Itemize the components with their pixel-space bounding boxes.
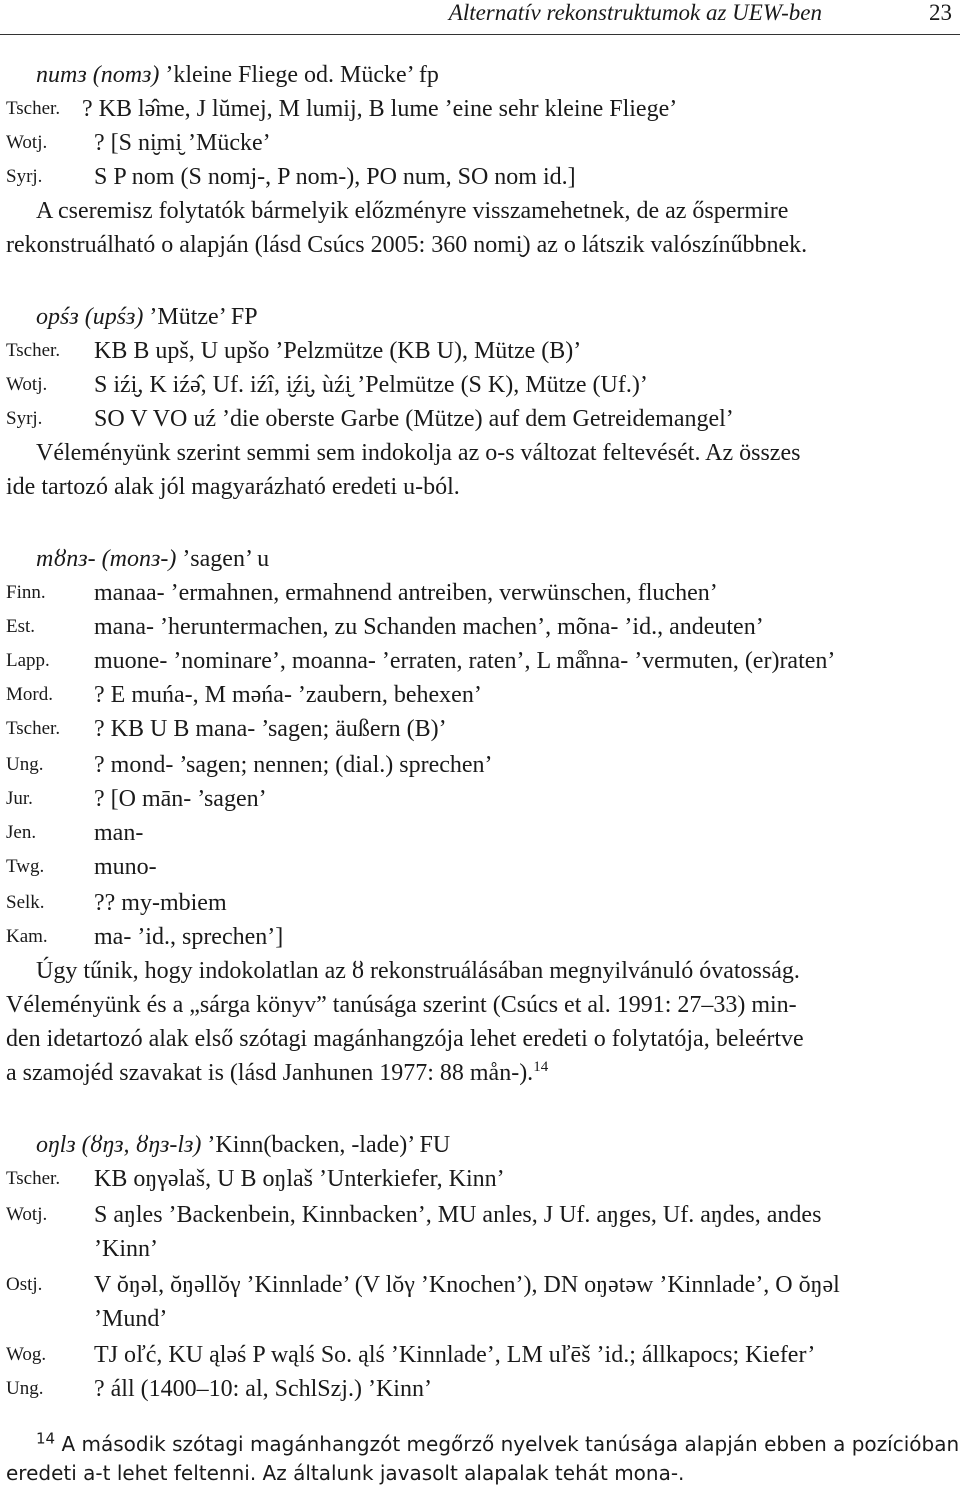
comment-line: den idetartozó alak első szótagi magánhangzója lehet eredeti o folytatója, beleértve bbox=[6, 1026, 804, 1052]
language-label: Lapp. bbox=[6, 650, 50, 671]
footnote-line: A második szótagi magánhangzót megőrző nyelvek tanúsága alapján ebben a pozícióban bbox=[61, 1432, 960, 1456]
language-label: Selk. bbox=[6, 892, 45, 913]
language-form: ma- ’id., sprechen’] bbox=[94, 924, 284, 950]
entry-headword bbox=[36, 60, 439, 90]
language-label: Syrj. bbox=[6, 166, 43, 187]
language-form: man- bbox=[94, 820, 144, 846]
language-form: muno- bbox=[94, 854, 157, 880]
language-label: Ung. bbox=[6, 754, 44, 775]
page-number: 23 bbox=[929, 0, 952, 25]
language-label: Tscher. bbox=[6, 1168, 61, 1189]
language-form: ? [S ni̮mi̮ ’Mücke’ bbox=[94, 130, 271, 156]
language-label: Tscher. bbox=[6, 98, 61, 119]
comment-line: Véleményünk szerint semmi sem indokolja az o-s változat feltevését. Az összes bbox=[36, 440, 801, 466]
comment-line bbox=[6, 1058, 548, 1088]
entry-headword bbox=[36, 544, 269, 574]
language-form: ? áll (1400–10: al, SchlSzj.) ’Kinn’ bbox=[94, 1376, 432, 1402]
running-title: Alternatív rekonstruktumok az UEW-ben bbox=[448, 0, 822, 25]
language-form: TJ oľć, KU ąlǝś P wąlś So. ąlś ’Kinnlade’, LM uľēš ’id.; állkapocs; Kiefer’ bbox=[94, 1342, 816, 1368]
language-form: S aŋles ’Backenbein, Kinnbacken’, MU anles, J Uf. aŋges, Uf. aŋdes, andes bbox=[94, 1202, 822, 1228]
language-form: KB oŋγǝlaš, U B oŋlaš ’Unterkiefer, Kinn’ bbox=[94, 1166, 505, 1192]
language-label: Finn. bbox=[6, 582, 46, 603]
footnote-line: eredeti a-t lehet feltenni. Az általunk javasolt alapalak tehát mona-. bbox=[6, 1461, 685, 1485]
language-label: Ostj. bbox=[6, 1274, 43, 1295]
footnote-reference[interactable]: 14 bbox=[533, 1059, 549, 1075]
headword: mȣnз- (monз-) bbox=[36, 546, 177, 572]
headword: numз (nomз) bbox=[36, 62, 160, 88]
language-label: Tscher. bbox=[6, 718, 61, 739]
headword: opśз (upśз) bbox=[36, 304, 144, 330]
language-label: Syrj. bbox=[6, 408, 43, 429]
language-label: Jen. bbox=[6, 822, 37, 843]
language-form: ? KB U B mana- ’sagen; äußern (B)’ bbox=[94, 716, 447, 742]
language-label: Wog. bbox=[6, 1344, 47, 1365]
language-form: S P nom (S nomj-, P nom-), PO num, SO nom id.] bbox=[94, 164, 576, 190]
language-form: ? mond- ’sagen; nennen; (dial.) sprechen’ bbox=[94, 752, 493, 778]
language-label: Mord. bbox=[6, 684, 53, 705]
comment-line: rekonstruálható o alapján (lásd Csúcs 2005: 360 nomi̮) az o látszik valószínűbbnek. bbox=[6, 232, 808, 258]
language-label: Wotj. bbox=[6, 374, 48, 395]
language-form: ? KB lǝ̂me, J lŭmej, M lumij, B lume ’eine sehr kleine Fliege’ bbox=[82, 96, 678, 122]
headword-gloss: ’Kinn(backen, -lade)’ FU bbox=[201, 1132, 451, 1158]
language-form: ? E muńa-, M mǝńa- ’zaubern, behexen’ bbox=[94, 682, 482, 708]
language-form: ?? my-mbiem bbox=[94, 890, 227, 916]
language-form: manaa- ’ermahnen, ermahnend antreiben, verwünschen, fluchen’ bbox=[94, 580, 718, 606]
language-form-continuation: ’Mund’ bbox=[94, 1306, 168, 1332]
language-label: Jur. bbox=[6, 788, 33, 809]
entry-headword bbox=[36, 1130, 450, 1160]
language-form: KB B upš, U upšo ’Pelzmütze (KB U), Mütze (B)’ bbox=[94, 338, 582, 364]
headword-gloss: ’kleine Fliege od. Mücke’ fp bbox=[159, 62, 439, 88]
comment-line: Úgy tűnik, hogy indokolatlan az ȣ rekonstruálásában megnyilvánuló óvatosság. bbox=[36, 958, 800, 984]
language-form: V ŏŋǝl, ŏŋǝllŏγ ’Kinnlade’ (V lŏγ ’Knochen’), DN oŋǝtǝw ’Kinnlade’, O ŏŋǝl bbox=[94, 1272, 840, 1298]
headword: oŋlз (ȣŋз, ȣŋз-lз) bbox=[36, 1132, 202, 1158]
comment-line: ide tartozó alak jól magyarázható eredeti u-ból. bbox=[6, 474, 460, 500]
language-form: S iźi̮, K iźǝ̂, Uf. iźî, i̮źi̮, ùźi̮ ’Pelmütze (S K), Mütze (Uf.)’ bbox=[94, 372, 648, 398]
language-label: Ung. bbox=[6, 1378, 44, 1399]
comment-line: A cseremisz folytatók bármelyik előzményre visszamehetnek, de az őspermire bbox=[36, 198, 789, 224]
footnote bbox=[36, 1431, 959, 1457]
language-form-continuation: ’Kinn’ bbox=[94, 1236, 158, 1262]
language-label: Kam. bbox=[6, 926, 48, 947]
language-form: SO V VO uź ’die oberste Garbe (Mütze) auf dem Getreidemangel’ bbox=[94, 406, 734, 432]
headword-gloss: ’sagen’ u bbox=[176, 546, 270, 572]
language-label: Tscher. bbox=[6, 340, 61, 361]
comment-text: a szamojéd szavakat is (lásd Janhunen 1977: 88 mån-). bbox=[6, 1060, 534, 1086]
language-label: Wotj. bbox=[6, 1204, 48, 1225]
comment-line: Véleményünk és a „sárga könyv” tanúsága szerint (Csúcs et al. 1991: 27–33) min- bbox=[6, 992, 797, 1018]
language-label: Wotj. bbox=[6, 132, 48, 153]
headword-gloss: ’Mütze’ FP bbox=[143, 304, 258, 330]
footnote-number: 14 bbox=[36, 1429, 56, 1448]
language-label: Est. bbox=[6, 616, 36, 637]
entry-headword bbox=[36, 302, 258, 332]
running-header bbox=[0, 0, 960, 35]
language-form: ? [O mān- ’sagen’ bbox=[94, 786, 267, 812]
language-label: Twg. bbox=[6, 856, 45, 877]
language-form: mana- ’heruntermachen, zu Schanden machen’, mõna- ’id., andeuten’ bbox=[94, 614, 764, 640]
language-form: muone- ’nominare’, moanna- ’erraten, raten’, L må̊nna- ’vermuten, (er)raten’ bbox=[94, 648, 836, 674]
